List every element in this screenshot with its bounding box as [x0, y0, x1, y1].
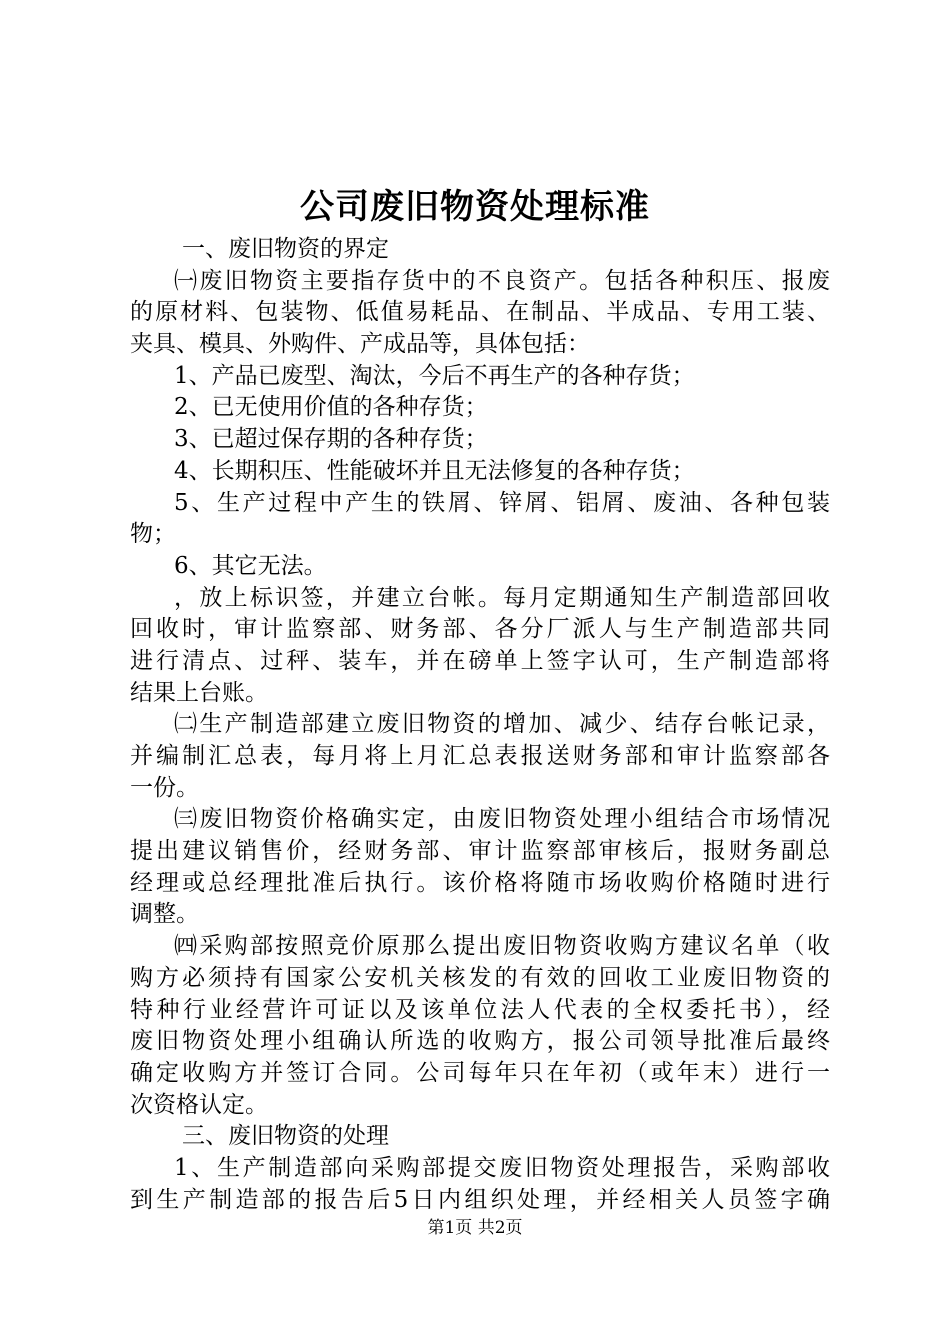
text-line: 确定收购方并签订合同。公司每年只在年初（或年末）进行一 — [130, 1059, 830, 1086]
text-line: 废旧物资处理小组确认所选的收购方，报公司领导批准后最终 — [130, 1028, 830, 1055]
text-line: 4、长期积压、性能破坏并且无法修复的各种存货； — [174, 457, 695, 484]
text-line: 物； — [130, 521, 176, 548]
text-line: 1、产品已废型、淘汰，今后不再生产的各种存货； — [174, 362, 695, 389]
text-line: 6、其它无法。 — [174, 552, 327, 579]
page-footer: 第1页 共2页 — [427, 1218, 523, 1238]
text-line: ，放上标识签，并建立台帐。每月定期通知生产制造部回收 — [174, 584, 830, 611]
text-line: ㈠废旧物资主要指存货中的不良资产。包括各种积压、报废 — [174, 267, 830, 294]
text-line: 3、已超过保存期的各种存货； — [174, 426, 488, 453]
text-line: ㈡生产制造部建立废旧物资的增加、减少、结存台帐记录， — [174, 711, 830, 738]
text-line: 到生产制造部的报告后5日内组织处理，并经相关人员签字确 — [130, 1186, 830, 1213]
document-body — [130, 234, 830, 1216]
text-line: 一、废旧物资的界定 — [182, 236, 389, 262]
text-line: 结果上台账。 — [130, 679, 268, 706]
text-line: 提出建议销售价，经财务部、审计监察部审核后，报财务副总 — [130, 838, 830, 865]
text-line: 2、已无使用价值的各种存货； — [174, 394, 488, 421]
text-line: ㈢废旧物资价格确实定，由废旧物资处理小组结合市场情况 — [174, 806, 830, 833]
text-line: 三、废旧物资的处理 — [182, 1123, 389, 1150]
text-line: 购方必须持有国家公安机关核发的有效的回收工业废旧物资的 — [130, 964, 830, 991]
text-line: 5、生产过程中产生的铁屑、锌屑、铝屑、废油、各种包装 — [174, 489, 830, 516]
text-line: 并编制汇总表，每月将上月汇总表报送财务部和审计监察部各 — [130, 743, 830, 769]
text-line: 进行清点、过秤、装车，并在磅单上签字认可，生产制造部将 — [130, 647, 830, 674]
text-line: 一份。 — [130, 774, 199, 801]
text-line: 回收时，审计监察部、财务部、各分厂派人与生产制造部共同 — [130, 616, 830, 643]
text-line: 夹具、模具、外购件、产成品等，具体包括： — [130, 331, 590, 358]
document-title: 公司废旧物资处理标准 — [300, 187, 650, 227]
text-line: 经理或总经理批准后执行。该价格将随市场收购价格随时进行 — [130, 869, 830, 896]
text-line: 调整。 — [130, 901, 199, 928]
text-line: 特种行业经营许可证以及该单位法人代表的全权委托书），经 — [130, 996, 830, 1023]
text-line: 次资格认定。 — [130, 1091, 268, 1118]
text-line: 1、生产制造部向采购部提交废旧物资处理报告，采购部收 — [174, 1154, 830, 1181]
text-line: ㈣采购部按照竞价原那么提出废旧物资收购方建议名单（收 — [174, 933, 830, 960]
text-line: 的原材料、包装物、低值易耗品、在制品、半成品、专用工装、 — [130, 299, 830, 326]
